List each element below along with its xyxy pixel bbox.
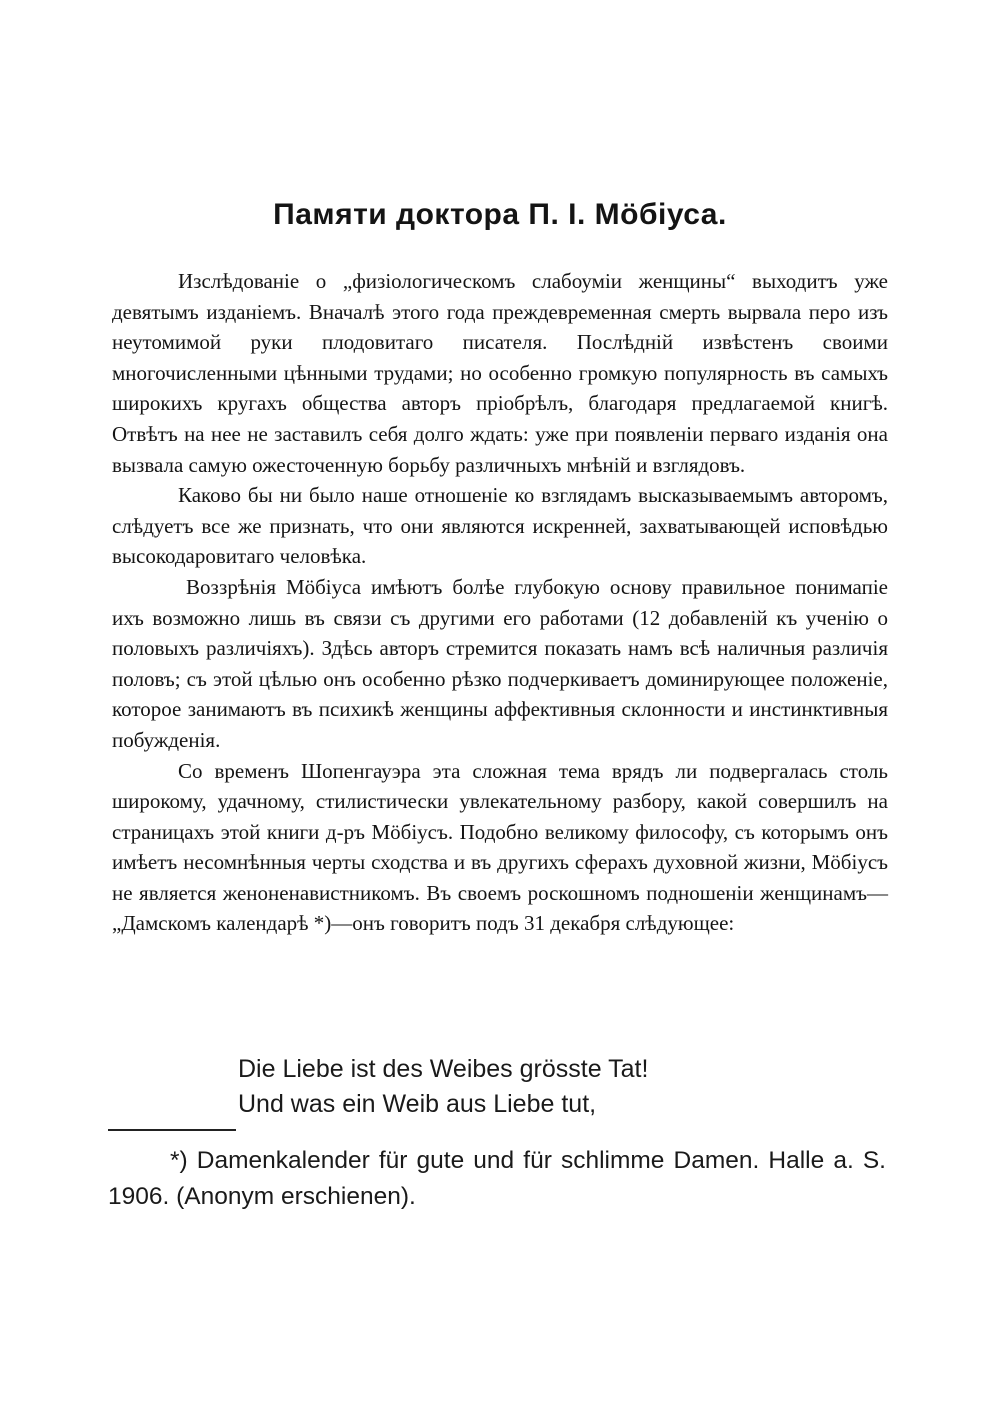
page-title: Памяти доктора П. I. Мöбiуса.: [273, 198, 727, 231]
footnote-divider: [108, 1129, 236, 1131]
body-text: [112, 266, 888, 939]
poem-line: Die Liebe ist des Weibes grösste Tat!: [238, 1055, 649, 1083]
paragraph: Каково бы ни было наше отношенiе ко взглядамъ высказываемымъ авторомъ, слѣдуетъ все же признать, что они являются искренней, захватывающей исповѣдью высокодаровитаго человѣка.: [112, 483, 888, 569]
paragraph: Изслѣдованiе о „физiологическомъ слабоумiи женщины“ выходитъ уже девятымъ изданiемъ. Вначалѣ этого года преждевременная смерть вырвала перо изъ неутомимой руки плодовитаго писателя. Послѣднiй извѣстенъ своими многочисленными цѣнными трудами; но особенно громкую популярность въ самыхъ широкихъ кругахъ общества авторъ прiобрѣлъ, благодаря предлагаемой книгѣ. Отвѣтъ на нее не заставилъ себя долго ждать: уже при появленiи перваго изданiя она вызвала самую ожесточенную борьбу различныхъ мнѣнiй и взглядовъ.: [112, 269, 888, 477]
footnote: *) Damenkalender für gute und für schlimme Damen. Halle a. S. 1906. (Anonym erschienen).: [108, 1147, 886, 1210]
poem-quote: [238, 1052, 648, 1122]
poem-line: Und was ein Weib aus Liebe tut,: [238, 1090, 597, 1118]
paragraph: Воззрѣнiя Мöбiуса имѣютъ болѣе глубокую основу правильное понимапiе ихъ возможно лишь въ связи съ другими его работами (12 добавленiй къ ученiю о половыхъ различiяхъ). Здѣсь авторъ стремится показать намъ всѣ наличныя различiя половъ; съ этой цѣлью онъ особенно рѣзко подчеркиваетъ доминирующее положенiе, которое занимаютъ въ психикѣ женщины аффективныя склонности и инстинктивныя побужденiя.: [112, 574, 888, 752]
paragraph: Со временъ Шопенгауэра эта сложная тема врядъ ли подвергалась столь широкому, удачному, стилистически увлекательному разбору, какой совершилъ на страницахъ этой книги д-ръ Мöбiусъ. Подобно великому философу, съ которымъ онъ имѣетъ несомнѣнныя черты сходства и въ другихъ сферахъ духовной жизни, Мöбiусъ не является женоненавистникомъ. Въ своемъ роскошномъ подношенiи женщинамъ—„Дамскомъ календарѣ *)—онъ говоритъ подъ 31 декабря слѣдующее:: [112, 758, 888, 936]
